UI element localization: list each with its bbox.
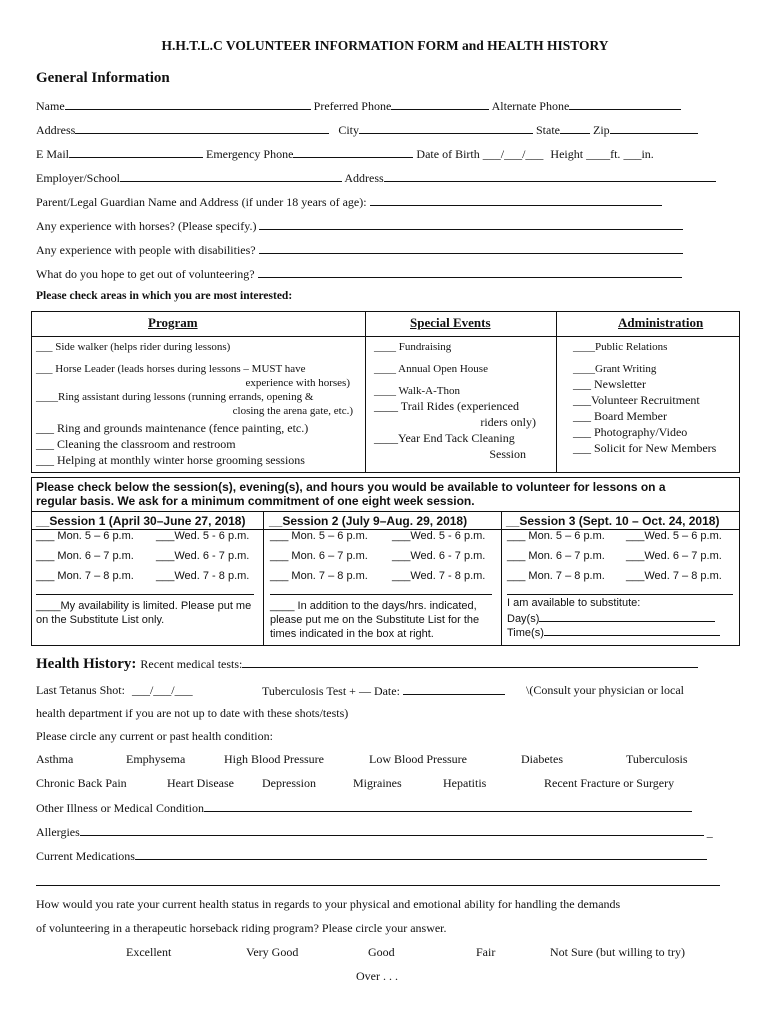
s1-note-rule xyxy=(36,594,254,595)
guardian-row xyxy=(36,194,662,210)
condition-emphysema[interactable]: Emphysema xyxy=(126,752,186,766)
health-row xyxy=(36,655,698,673)
city-label: City xyxy=(338,123,359,137)
events-item-open-house[interactable]: ____ Annual Open House xyxy=(374,363,488,375)
events-item-trail-rides[interactable]: ____ Trail Rides (experienced xyxy=(374,399,519,413)
s3-wed-5-6[interactable]: ___Wed. 5 – 6 p.m. xyxy=(626,530,722,542)
session-1-header[interactable]: __Session 1 (April 30–June 27, 2018) xyxy=(36,514,246,528)
zip-label: Zip xyxy=(593,123,610,137)
events-item-tack-cleaning-cont: Session xyxy=(489,447,526,461)
preferred-phone-label: Preferred Phone xyxy=(313,99,392,113)
s1-wed-6-7[interactable]: ___Wed. 6 - 7 p.m. xyxy=(156,550,250,562)
condition-low-bp[interactable]: Low Blood Pressure xyxy=(369,752,467,766)
s2-wed-5-6[interactable]: ___Wed. 5 - 6 p.m. xyxy=(392,530,486,542)
over-note: Over . . . xyxy=(356,969,398,983)
s2-substitute-note[interactable]: ____ In addition to the days/hrs. indicated, please put me on the Substitute List for the times indicated in the box at right. xyxy=(270,600,480,640)
state-field[interactable] xyxy=(560,122,590,134)
city-field[interactable] xyxy=(359,122,533,134)
condition-asthma[interactable]: Asthma xyxy=(36,752,74,766)
rating-fair[interactable]: Fair xyxy=(476,945,496,959)
name-field[interactable] xyxy=(65,98,311,110)
condition-migraines[interactable]: Migraines xyxy=(353,776,402,790)
rating-excellent[interactable]: Excellent xyxy=(126,945,172,959)
events-item-trail-rides-cont: riders only) xyxy=(480,415,536,429)
condition-fracture-surgery[interactable]: Recent Fracture or Surgery xyxy=(544,776,675,790)
height-ft-field[interactable]: ____ft. xyxy=(586,147,621,161)
email-field[interactable] xyxy=(69,146,203,158)
program-item-ring-assistant-cont: closing the arena gate, etc.) xyxy=(232,405,353,417)
s2-note-rule xyxy=(270,594,492,595)
hope-field[interactable] xyxy=(258,266,682,278)
events-item-walk-a-thon[interactable]: ____ Walk-A-Thon xyxy=(374,385,460,397)
health-heading: Health History: xyxy=(36,656,137,672)
program-item-grooming[interactable]: ___ Helping at monthly winter horse grooming sessions xyxy=(36,453,305,467)
horses-row xyxy=(36,218,683,234)
tb-label: Tuberculosis Test + — Date: xyxy=(262,684,400,698)
recent-tests-field[interactable] xyxy=(242,656,698,668)
s2-wed-7-8[interactable]: ___Wed. 7 - 8 p.m. xyxy=(392,570,486,582)
s3-substitute-times[interactable] xyxy=(507,625,720,639)
sessions-header-top-rule xyxy=(31,511,739,512)
tetanus-field[interactable]: ___/___/___ xyxy=(131,683,193,697)
s3-wed-7-8[interactable]: ___Wed. 7 – 8 p.m. xyxy=(626,570,722,582)
medications-field[interactable] xyxy=(135,848,707,860)
s1-wed-7-8[interactable]: ___Wed. 7 - 8 p.m. xyxy=(156,570,250,582)
admin-item-volunteer-recruitment[interactable]: ___Volunteer Recruitment xyxy=(573,393,700,407)
other-illness-label: Other Illness or Medical Condition xyxy=(36,801,204,815)
s1-wed-5-6[interactable]: ___Wed. 5 - 6 p.m. xyxy=(156,530,250,542)
hope-question: What do you hope to get out of volunteering? xyxy=(36,267,255,281)
address-row xyxy=(36,122,698,138)
allergies-label: Allergies xyxy=(36,825,80,839)
s3-wed-6-7[interactable]: ___Wed. 6 – 7 p.m. xyxy=(626,550,722,562)
rating-not-sure[interactable]: Not Sure (but willing to try) xyxy=(550,945,685,959)
general-heading: General Information xyxy=(36,70,170,86)
horses-field[interactable] xyxy=(259,218,683,230)
sessions-divider-2 xyxy=(501,511,502,645)
condition-heart-disease[interactable]: Heart Disease xyxy=(167,776,234,790)
rate-question-1: How would you rate your current health status in regards to your physical and emotional ability for handling the demands xyxy=(36,897,621,911)
allergies-row xyxy=(36,824,713,840)
alternate-phone-label: Alternate Phone xyxy=(491,99,570,113)
admin-item-grant-writing[interactable]: ____Grant Writing xyxy=(573,363,657,375)
condition-depression[interactable]: Depression xyxy=(262,776,316,790)
program-header: Program xyxy=(148,315,198,330)
other-illness-row xyxy=(36,800,692,816)
height-in-field[interactable]: ___in. xyxy=(623,147,654,161)
consult-note-cont: health department if you are not up to date with these shots/tests) xyxy=(36,706,349,720)
disabilities-question: Any experience with people with disabilities? xyxy=(36,243,256,257)
program-item-horse-leader-cont: experience with horses) xyxy=(245,377,350,389)
tetanus-label: Last Tetanus Shot: xyxy=(36,683,125,697)
rating-very-good[interactable]: Very Good xyxy=(246,945,299,959)
emergency-phone-label: Emergency Phone xyxy=(206,147,294,161)
state-label: State xyxy=(536,123,560,137)
recent-tests-label: Recent medical tests: xyxy=(140,657,243,671)
s1-mon-7-8[interactable]: ___ Mon. 7 – 8 p.m. xyxy=(36,570,134,582)
sessions-divider-1 xyxy=(263,511,264,645)
session-3-header[interactable]: __Session 3 (Sept. 10 – Oct. 24, 2018) xyxy=(506,514,720,528)
emergency-phone-field[interactable] xyxy=(293,146,413,158)
guardian-field[interactable] xyxy=(370,194,662,206)
admin-item-newsletter[interactable]: ___ Newsletter xyxy=(573,377,646,391)
form-title: H.H.T.L.C VOLUNTEER INFORMATION FORM and HEALTH HISTORY xyxy=(161,38,609,53)
name-row xyxy=(36,98,681,114)
s1-mon-6-7[interactable]: ___ Mon. 6 – 7 p.m. xyxy=(36,550,134,562)
s3-mon-5-6[interactable]: ___ Mon. 5 – 6 p.m. xyxy=(507,530,605,542)
s3-days-label: Day(s) xyxy=(507,613,540,625)
program-item-cleaning[interactable]: ___ Cleaning the classroom and restroom xyxy=(36,437,236,451)
s2-mon-6-7[interactable]: ___ Mon. 6 – 7 p.m. xyxy=(270,550,368,562)
s3-times-field[interactable] xyxy=(544,625,720,636)
tetanus-row xyxy=(36,683,193,698)
condition-hepatitis[interactable]: Hepatitis xyxy=(443,776,487,790)
guardian-label: Parent/Legal Guardian Name and Address (if under 18 years of age): xyxy=(36,195,367,209)
s1-mon-5-6[interactable]: ___ Mon. 5 – 6 p.m. xyxy=(36,530,134,542)
employer-row xyxy=(36,170,716,186)
employer-label: Employer/School xyxy=(36,171,120,185)
condition-diabetes[interactable]: Diabetes xyxy=(521,752,563,766)
employer-field[interactable] xyxy=(120,170,342,182)
s3-note-rule xyxy=(507,594,733,595)
program-item-grounds[interactable]: ___ Ring and grounds maintenance (fence painting, etc.) xyxy=(36,421,309,435)
s3-substitute-days[interactable] xyxy=(507,611,715,625)
medications-label: Current Medications xyxy=(36,849,135,863)
allergies-field[interactable] xyxy=(80,824,704,836)
preferred-phone-field[interactable] xyxy=(391,98,489,110)
sessions-instructions-2: regular basis. We ask for a minimum commitment of one eight week session. xyxy=(36,494,475,508)
name-label: Name xyxy=(36,99,65,113)
admin-item-public-relations[interactable]: ____Public Relations xyxy=(573,341,668,353)
s3-mon-7-8[interactable]: ___ Mon. 7 – 8 p.m. xyxy=(507,570,605,582)
employer-address-label: Address xyxy=(344,171,384,185)
admin-item-solicit[interactable]: ___ Solicit for New Members xyxy=(573,441,717,455)
medications-field-2[interactable] xyxy=(36,885,720,886)
rating-good[interactable]: Good xyxy=(368,945,395,959)
address-field[interactable] xyxy=(75,122,329,134)
interests-header-rule xyxy=(31,336,739,337)
sessions-instructions-1: Please check below the session(s), evening(s), and hours you would be available to volunteer for lessons on a xyxy=(36,480,666,494)
admin-header: Administration xyxy=(618,315,704,330)
admin-item-board-member[interactable]: ___ Board Member xyxy=(573,409,667,423)
email-label: E Mail xyxy=(36,147,69,161)
events-item-tack-cleaning[interactable]: ____Year End Tack Cleaning xyxy=(374,431,515,445)
height-label: Height xyxy=(550,147,584,161)
s3-days-field[interactable] xyxy=(539,611,715,622)
admin-item-photography[interactable]: ___ Photography/Video xyxy=(573,425,688,439)
allergies-tail: _ xyxy=(706,825,713,839)
condition-back-pain[interactable]: Chronic Back Pain xyxy=(36,776,127,790)
program-item-ring-assistant[interactable]: ____Ring assistant during lessons (running errands, opening & xyxy=(36,391,314,403)
interest-prompt: Please check areas in which you are most interested: xyxy=(36,290,293,302)
events-item-fundraising[interactable]: ____ Fundraising xyxy=(374,341,452,353)
s2-wed-6-7[interactable]: ___Wed. 6 - 7 p.m. xyxy=(392,550,486,562)
s3-mon-6-7[interactable]: ___ Mon. 6 – 7 p.m. xyxy=(507,550,605,562)
medications-row xyxy=(36,848,707,864)
alternate-phone-field[interactable] xyxy=(569,98,681,110)
email-row xyxy=(36,146,654,162)
s3-times-label: Time(s) xyxy=(507,627,544,639)
zip-field[interactable] xyxy=(610,122,698,134)
tb-date-field[interactable] xyxy=(403,683,505,695)
s3-substitute-label: I am available to substitute: xyxy=(507,597,641,609)
s2-mon-5-6[interactable]: ___ Mon. 5 – 6 p.m. xyxy=(270,530,368,542)
circle-prompt: Please circle any current or past health condition: xyxy=(36,729,273,743)
disabilities-row xyxy=(36,242,683,258)
program-item-side-walker[interactable]: ___ Side walker (helps rider during lessons) xyxy=(36,341,231,353)
employer-address-field[interactable] xyxy=(384,170,716,182)
address-label: Address xyxy=(36,123,76,137)
condition-high-bp[interactable]: High Blood Pressure xyxy=(224,752,324,766)
dob-field[interactable]: ___/___/___ xyxy=(482,147,544,161)
horses-question: Any experience with horses? (Please specify.) xyxy=(36,219,257,233)
other-illness-field[interactable] xyxy=(204,800,692,812)
tb-row xyxy=(262,683,505,699)
consult-note: \(Consult your physician or local xyxy=(526,683,684,697)
s1-substitute-note[interactable]: ____My availability is limited. Please put me on the Substitute List only. xyxy=(36,600,252,626)
s2-mon-7-8[interactable]: ___ Mon. 7 – 8 p.m. xyxy=(270,570,368,582)
hope-row xyxy=(36,266,682,282)
rate-question-2: of volunteering in a therapeutic horseback riding program? Please circle your answer. xyxy=(36,921,447,935)
disabilities-field[interactable] xyxy=(259,242,683,254)
events-header: Special Events xyxy=(410,315,491,330)
dob-label: Date of Birth xyxy=(416,147,480,161)
condition-tuberculosis[interactable]: Tuberculosis xyxy=(626,752,688,766)
session-2-header[interactable]: __Session 2 (July 9–Aug. 29, 2018) xyxy=(269,514,468,528)
program-item-horse-leader[interactable]: ___ Horse Leader (leads horses during lessons – MUST have xyxy=(36,363,306,375)
